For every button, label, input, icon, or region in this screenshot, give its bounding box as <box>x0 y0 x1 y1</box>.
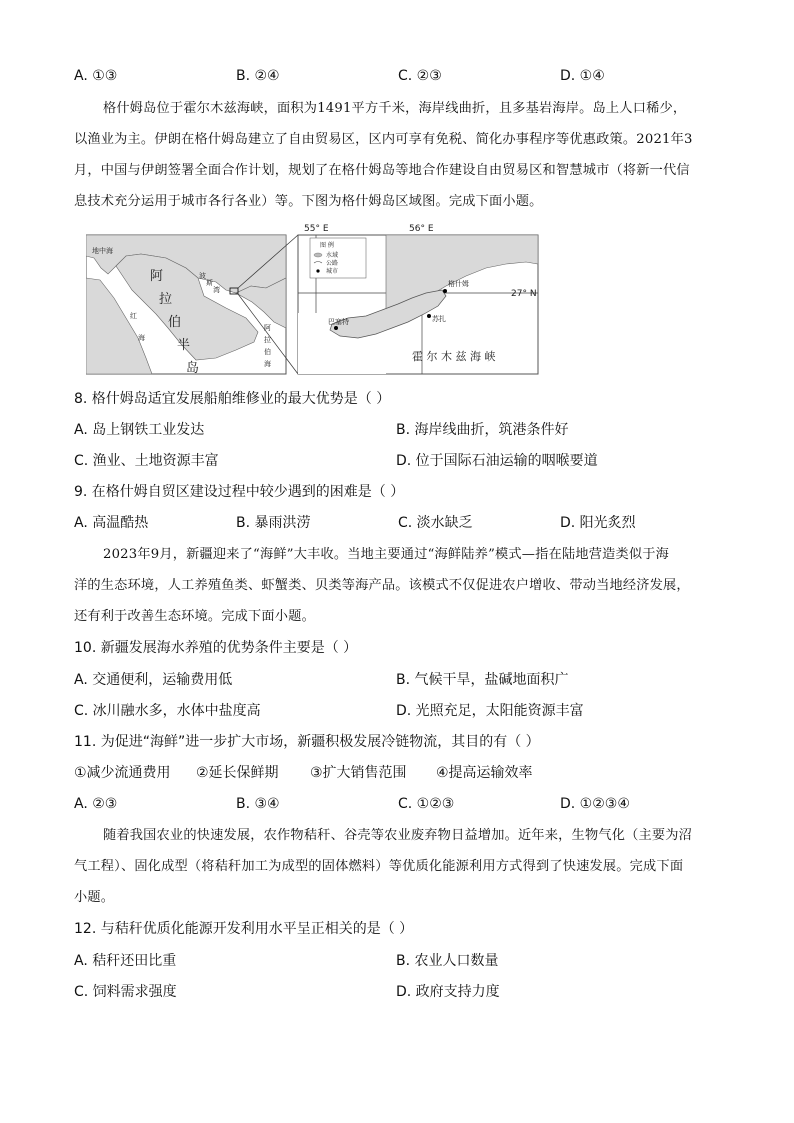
q7-option-c: C. ②③ <box>398 68 442 84</box>
lon-56-label: 56° E <box>409 224 434 234</box>
svg-text:伯: 伯 <box>168 315 182 330</box>
q12-option-d: D. 政府支持力度 <box>396 984 500 1000</box>
city-qeshm-label: 格什姆 <box>448 280 469 288</box>
q11-option-c: C. ①②③ <box>398 796 455 812</box>
q9-option-c: C. 淡水缺乏 <box>398 515 473 531</box>
svg-text:半: 半 <box>177 338 191 353</box>
q12-option-a: A. 秸秆还田比重 <box>74 953 177 969</box>
qeshm-island-map <box>86 218 542 384</box>
passage1-line: 息技术充分运用于城市各行各业）等。下图为格什姆岛区域图。完成下面小题。 <box>74 194 543 209</box>
q8-option-d: D. 位于国际石油运输的咽喉要道 <box>396 453 598 469</box>
q10-stem: 10. 新疆发展海水养殖的优势条件主要是（ ） <box>74 640 358 656</box>
q8-stem: 8. 格什姆岛适宜发展船舶维修业的最大优势是（ ） <box>74 391 391 407</box>
q8-option-b: B. 海岸线曲折，筑港条件好 <box>396 422 569 438</box>
svg-text:岛: 岛 <box>186 361 200 376</box>
legend-water: 水域 <box>326 252 339 259</box>
city-suza-label: 苏扎 <box>432 315 446 323</box>
q10-option-d: D. 光照充足，太阳能资源丰富 <box>396 703 584 719</box>
q11-item-1: ①减少流通费用 <box>74 765 171 781</box>
svg-text:拉: 拉 <box>159 292 173 307</box>
passage3-line: 气工程）、固化成型（将秸秆加工为成型的固体燃料）等优质化能源利用方式得到了快速发展。完成下面 <box>74 859 684 874</box>
passage1-line: 格什姆岛位于霍尔木兹海峡，面积为1491平方千米，海岸线曲折，且多基岩海岸。岛上人口稀少， <box>103 101 687 116</box>
legend-title: 图 例 <box>320 242 334 249</box>
lon-55-label: 55° E <box>304 224 329 234</box>
q7-option-a: A. ①③ <box>74 68 118 84</box>
q12-option-b: B. 农业人口数量 <box>396 953 499 969</box>
mediterranean-label: 地中海 <box>92 247 113 255</box>
city-basaidu-label: 巴塞特 <box>328 318 349 326</box>
q9-option-b: B. 暴雨洪涝 <box>236 515 311 531</box>
q11-item-2: ②延长保鲜期 <box>196 765 279 781</box>
legend-road: 公路 <box>326 260 339 267</box>
svg-text:波: 波 <box>199 272 206 280</box>
legend-city: 城市 <box>326 268 339 275</box>
q11-option-b: B. ③④ <box>236 796 280 812</box>
svg-text:阿: 阿 <box>264 324 271 332</box>
q10-option-c: C. 冰川融水多，水体中盐度高 <box>74 703 261 719</box>
passage3-line: 小题。 <box>74 890 115 905</box>
q10-option-a: A. 交通便利，运输费用低 <box>74 672 233 688</box>
q11-item-3: ③扩大销售范围 <box>310 765 407 781</box>
passage1-line: 月，中国与伊朗签署全面合作计划，规划了在格什姆岛等地合作建设自由贸易区和智慧城市（将新一代信 <box>74 163 690 178</box>
q11-option-a: A. ②③ <box>74 796 118 812</box>
svg-text:红: 红 <box>130 312 137 320</box>
strait-label: 霍 尔 木 兹 海 峡 <box>412 350 496 363</box>
svg-text:阿: 阿 <box>150 269 164 284</box>
svg-text:伯: 伯 <box>264 348 271 356</box>
passage3-line: 随着我国农业的快速发展，农作物秸秆、谷壳等农业废弃物日益增加。近年来，生物气化（主要为沼 <box>103 828 693 843</box>
q12-option-c: C. 饲料需求强度 <box>74 984 177 1000</box>
passage1-line: 以渔业为主。伊朗在格什姆岛建立了自由贸易区，区内可享有免税、简化办事程序等优惠政策。2021年3 <box>74 132 693 147</box>
q10-option-b: B. 气候干旱，盐碱地面积广 <box>396 672 569 688</box>
svg-text:海: 海 <box>264 360 271 368</box>
svg-text:海: 海 <box>138 334 145 342</box>
svg-text:斯: 斯 <box>206 279 213 287</box>
lat-27-label: 27° N <box>511 289 537 299</box>
q12-stem: 12. 与秸秆优质化能源开发利用水平呈正相关的是（ ） <box>74 921 414 937</box>
passage2-line: 2023年9月，新疆迎来了“海鲜”大丰收。当地主要通过“海鲜陆养”模式—指在陆地营造类似于海 <box>103 547 670 562</box>
passage2-line: 洋的生态环境，人工养殖鱼类、虾蟹类、贝类等海产品。该模式不仅促进农户增收、带动当地经济发展， <box>74 578 690 593</box>
svg-text:拉: 拉 <box>264 336 271 344</box>
q11-option-d: D. ①②③④ <box>560 796 630 812</box>
svg-text:湾: 湾 <box>213 286 220 294</box>
q9-option-d: D. 阳光炙烈 <box>560 515 636 531</box>
q9-stem: 9. 在格什姆自贸区建设过程中较少遇到的困难是（ ） <box>74 484 405 500</box>
q9-option-a: A. 高温酷热 <box>74 515 149 531</box>
q11-item-4: ④提高运输效率 <box>436 765 533 781</box>
q7-option-d: D. ①④ <box>560 68 605 84</box>
passage2-line: 还有利于改善生态环境。完成下面小题。 <box>74 609 315 624</box>
q8-option-a: A. 岛上钢铁工业发达 <box>74 422 205 438</box>
q8-option-c: C. 渔业、土地资源丰富 <box>74 453 219 469</box>
q7-option-b: B. ②④ <box>236 68 280 84</box>
q11-stem: 11. 为促进“海鲜”进一步扩大市场，新疆积极发展冷链物流，其目的有（ ） <box>74 734 540 750</box>
